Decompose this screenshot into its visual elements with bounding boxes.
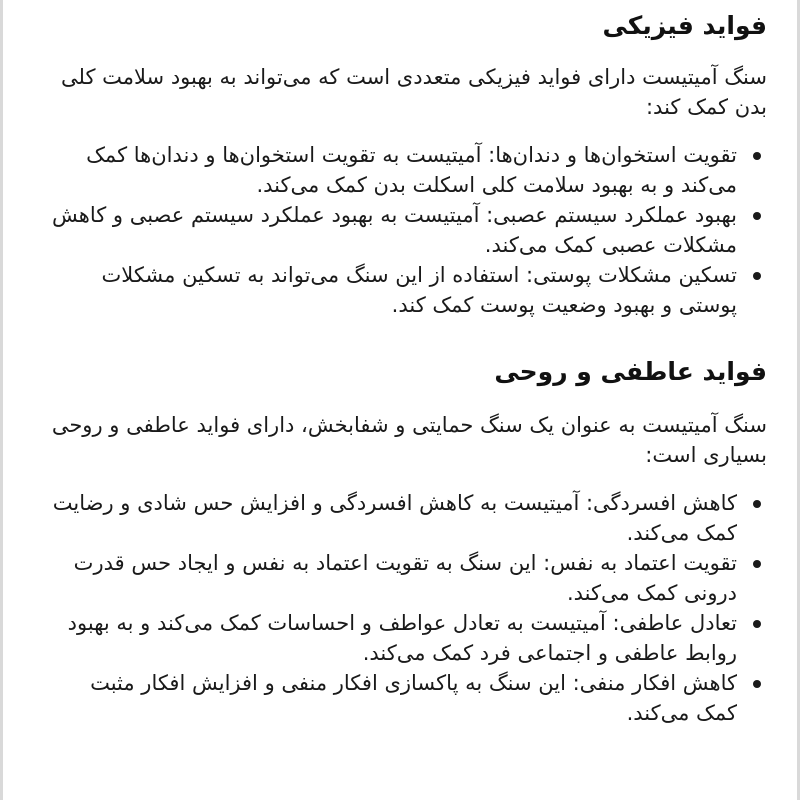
emotional-benefits-list: [45, 488, 767, 728]
list-item-text: کاهش افکار منفی: این سنگ به پاکسازی افکار منفی و افزایش افکار مثبت کمک می‌کند.: [90, 671, 737, 725]
article-content: [3, 0, 797, 728]
list-item-text: تعادل عاطفی: آمیتیست به تعادل عواطف و احساسات کمک می‌کند و به بهبود روابط عاطفی و اجتماعی فرد کمک می‌کند.: [67, 611, 737, 665]
physical-benefits-list: [45, 140, 767, 320]
list-item-text: کاهش افسردگی: آمیتیست به کاهش افسردگی و افزایش حس شادی و رضایت کمک می‌کند.: [52, 491, 737, 545]
list-item: [45, 608, 767, 668]
list-item-text: تقویت استخوان‌ها و دندان‌ها: آمیتیست به تقویت استخوان‌ها و دندان‌ها کمک می‌کند و به بهبود سلامت کلی اسکلت بدن کمک می‌کند.: [86, 143, 737, 197]
list-item-text: بهبود عملکرد سیستم عصبی: آمیتیست به بهبود عملکرد سیستم عصبی و کاهش مشکلات عصبی کمک می‌کند.: [51, 203, 737, 257]
section-intro-emotional-benefits: سنگ آمیتیست به عنوان یک سنگ حمایتی و شفابخش، دارای فواید عاطفی و روحی بسیاری است:: [51, 413, 767, 467]
list-item: [45, 200, 767, 260]
list-item: [45, 140, 767, 200]
list-item: [45, 488, 767, 548]
bullet-icon: [753, 500, 761, 508]
section-intro-physical-benefits: سنگ آمیتیست دارای فواید فیزیکی متعددی است که می‌تواند به بهبود سلامت کلی بدن کمک کند:: [61, 65, 767, 119]
section-heading-physical-benefits: فواید فیزیکی: [602, 11, 767, 40]
bullet-icon: [753, 620, 761, 628]
bullet-icon: [753, 680, 761, 688]
list-item: [45, 260, 767, 320]
bullet-icon: [753, 560, 761, 568]
bullet-icon: [753, 212, 761, 220]
bullet-icon: [753, 272, 761, 280]
bullet-icon: [753, 152, 761, 160]
list-item-text: تسکین مشکلات پوستی: استفاده از این سنگ می‌تواند به تسکین مشکلات پوستی و بهبود وضعیت پوست کمک کند.: [101, 263, 737, 317]
list-item-text: تقویت اعتماد به نفس: این سنگ به تقویت اعتماد به نفس و ایجاد حس قدرت درونی کمک می‌کند.: [73, 551, 737, 605]
section-heading-emotional-benefits: فواید عاطفی و روحی: [494, 357, 767, 386]
list-item: [45, 668, 767, 728]
list-item: [45, 548, 767, 608]
